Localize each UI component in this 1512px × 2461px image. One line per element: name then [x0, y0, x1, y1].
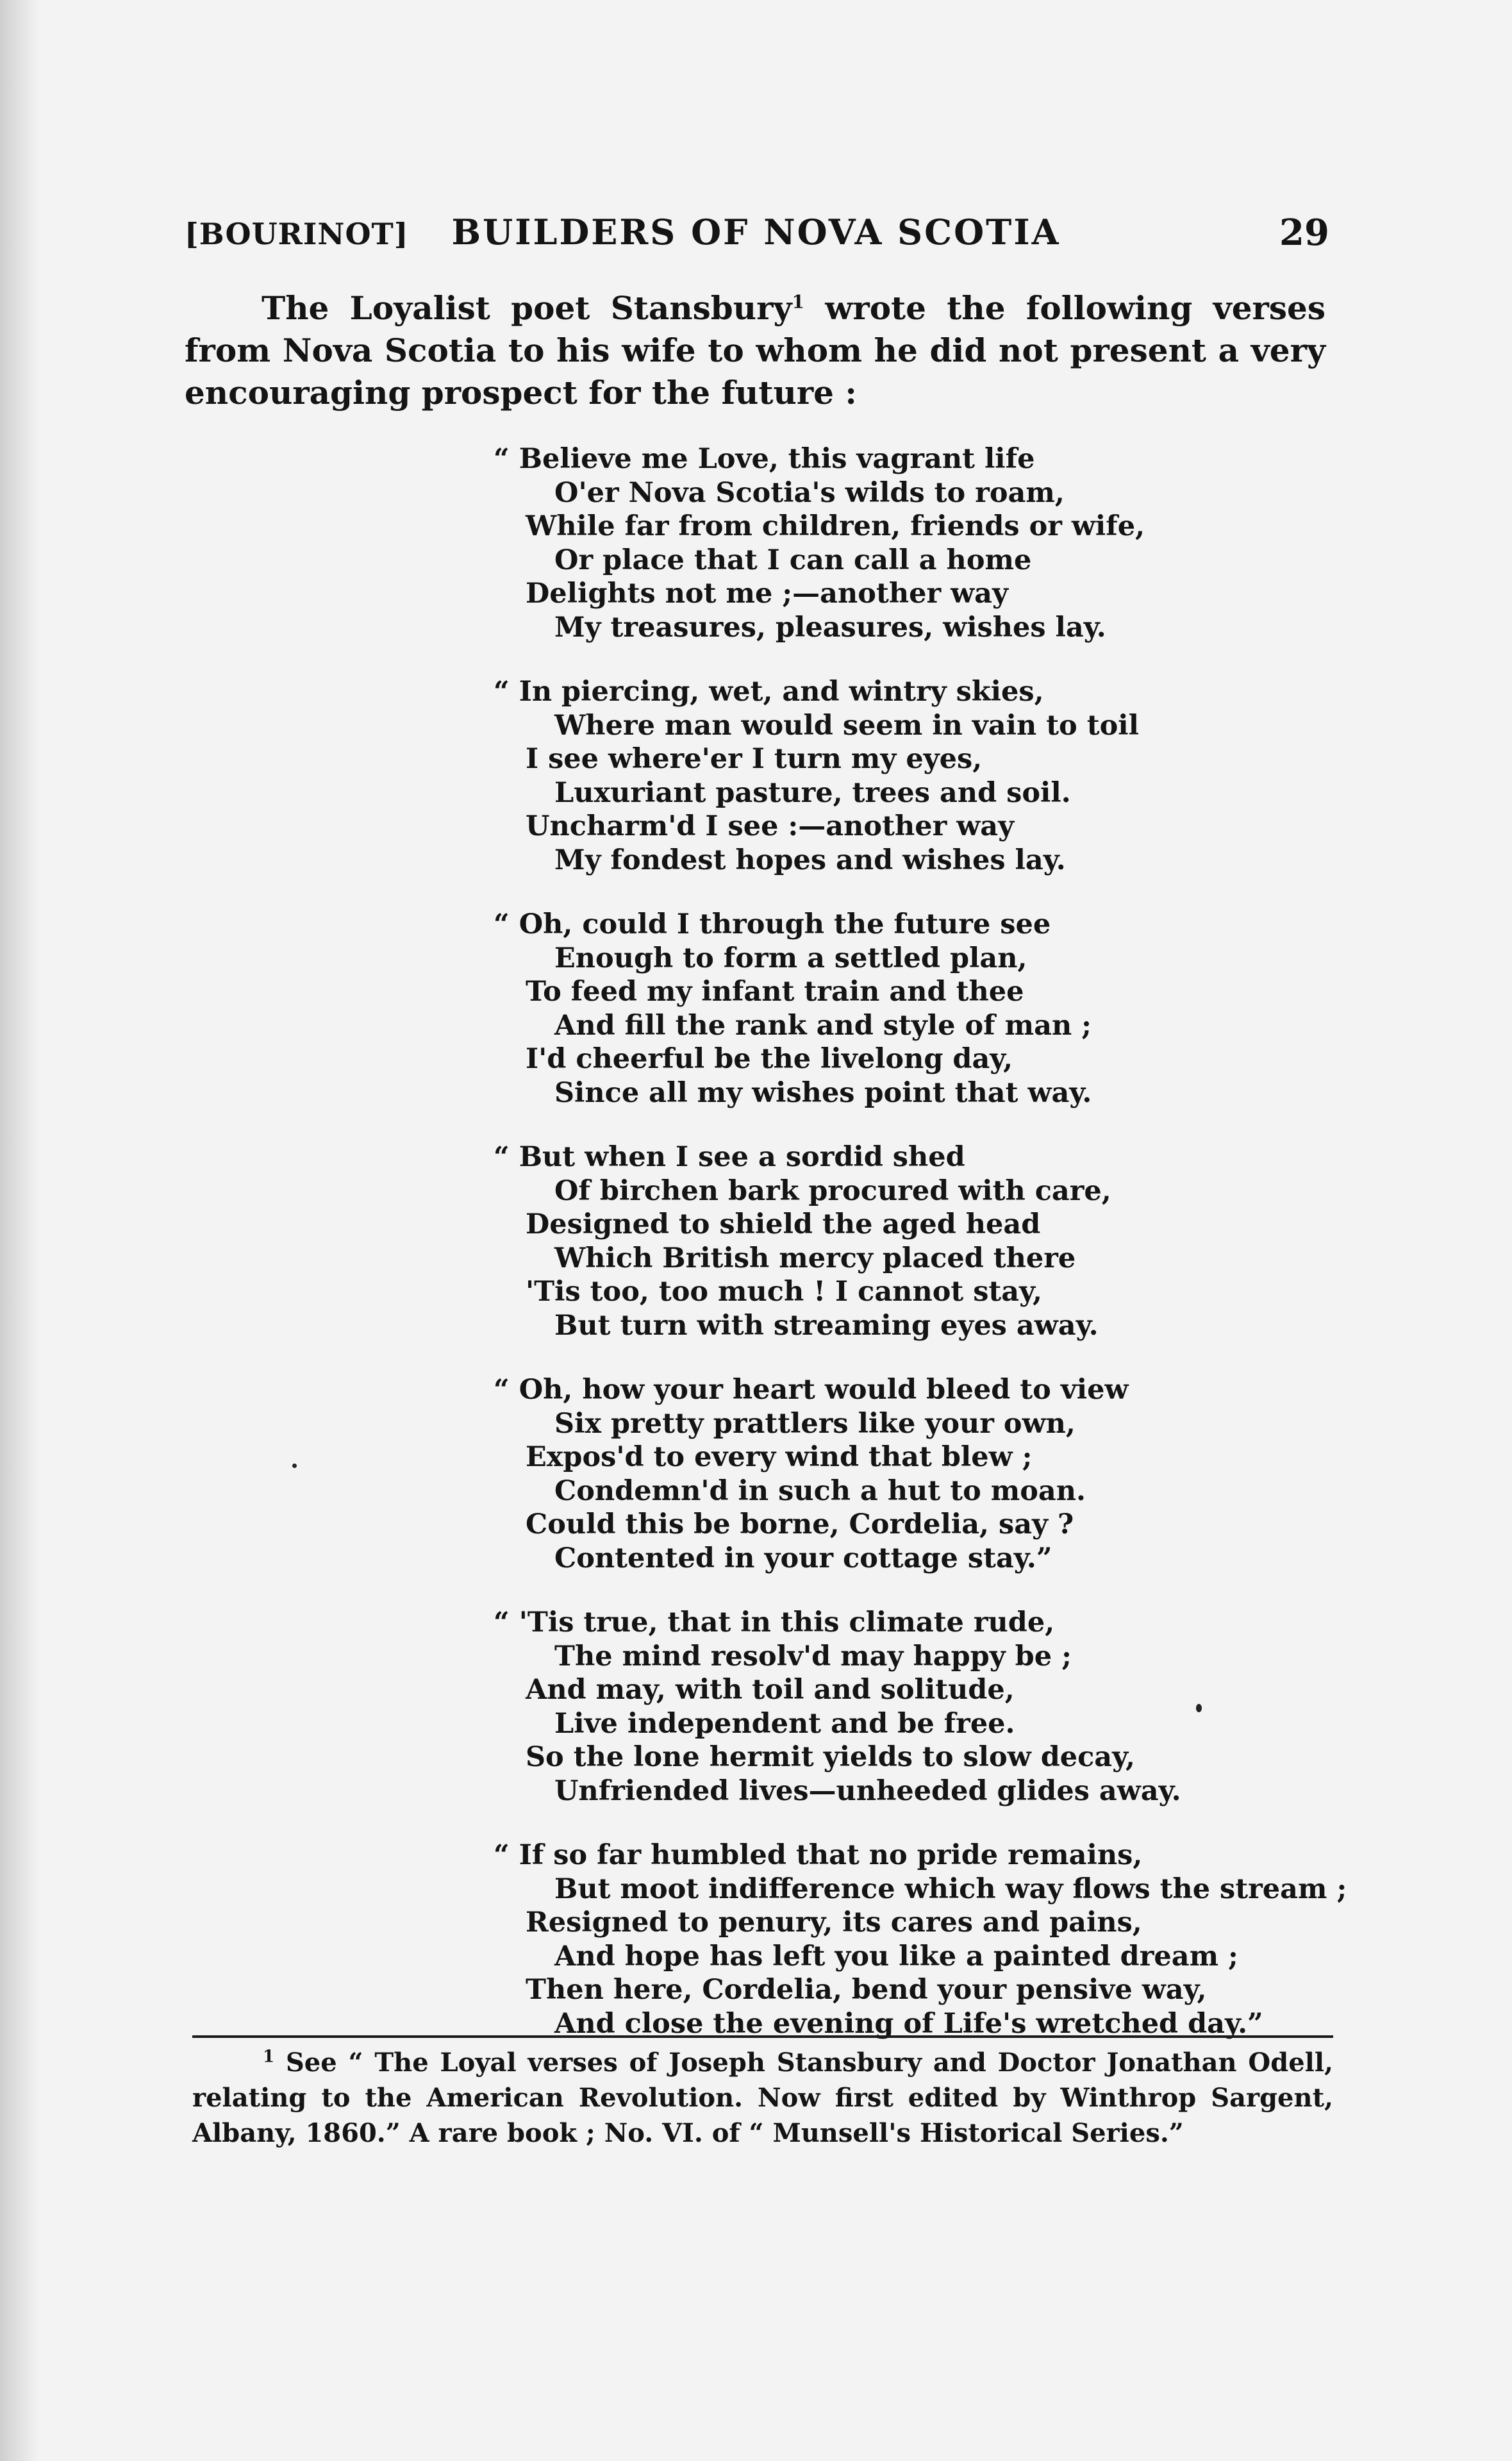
poem-line: Unfriended lives—unheeded glides away.	[554, 1774, 1181, 1807]
intro-paragraph	[185, 287, 1325, 414]
poem-line: “ Believe me Love, this vagrant life	[494, 443, 1035, 475]
poem-line: Expos'd to every wind that blew ;	[526, 1441, 1033, 1473]
poem-line: “ In piercing, wet, and wintry skies,	[494, 676, 1044, 708]
scan-speck	[292, 1464, 297, 1468]
poem-line: While far from children, friends or wife,	[526, 510, 1145, 542]
poem-stanza	[494, 908, 1391, 1110]
poem-line: But turn with streaming eyes away.	[554, 1309, 1099, 1342]
poem-line: 'Tis too, too much ! I cannot stay,	[526, 1276, 1042, 1308]
poem-line: “ But when I see a sordid shed	[494, 1141, 965, 1173]
poem-line: Of birchen bark procured with care,	[554, 1174, 1111, 1207]
poem-stanza	[494, 1140, 1391, 1342]
poem-line: “ If so far humbled that no pride remains,	[494, 1839, 1143, 1871]
poem-line: And hope has left you like a painted dream ;	[554, 1940, 1238, 1973]
poem-line: And fill the rank and style of man ;	[554, 1009, 1092, 1042]
poem-line: Condemn'd in such a hut to moan.	[554, 1474, 1086, 1507]
poem-line: Which British mercy placed there	[554, 1242, 1076, 1274]
header-author: [BOURINOT]	[185, 217, 409, 251]
poem-line: Luxuriant pasture, trees and soil.	[554, 776, 1071, 809]
poem-line: My treasures, pleasures, wishes lay.	[554, 611, 1106, 644]
footnote	[192, 2045, 1333, 2151]
poem-line: But moot indifference which way flows the stream ;	[554, 1873, 1347, 1905]
poem-stanza	[494, 1839, 1391, 2040]
poem-line: And close the evening of Life's wretched day.”	[554, 2007, 1263, 2040]
poem-line: Designed to shield the aged head	[526, 1208, 1041, 1240]
poem-line: I see where'er I turn my eyes,	[526, 743, 983, 775]
page-number: 29	[1279, 212, 1329, 254]
poem-stanza	[494, 675, 1391, 877]
poem-line: Delights not me ;—another way	[526, 578, 1008, 610]
poem-line: Six pretty prattlers like your own,	[554, 1407, 1076, 1440]
footnote-reference: 1	[792, 291, 804, 313]
intro-text-after: wrote the following verses from Nova Scotia to his wife to whom he did not present a very encouraging prospect for the future :	[185, 289, 1325, 412]
poem-line: Since all my wishes point that way.	[554, 1076, 1092, 1109]
poem-line: Where man would seem in vain to toil	[554, 709, 1139, 742]
poem-line: Contented in your cottage stay.”	[554, 1542, 1052, 1574]
poem-line: Uncharm'd I see :—another way	[526, 810, 1015, 842]
footnote-number: 1	[263, 2047, 275, 2067]
header-title: BUILDERS OF NOVA SCOTIA	[451, 212, 1061, 253]
running-header	[0, 212, 1512, 263]
poem-line: O'er Nova Scotia's wilds to roam,	[554, 476, 1065, 509]
footnote-divider	[192, 2035, 1333, 2038]
poem-stanza	[494, 1606, 1391, 1808]
page-edge-shadow	[0, 0, 38, 2461]
poem	[494, 442, 1391, 2071]
poem-line: So the lone hermit yields to slow decay,	[526, 1741, 1135, 1773]
poem-line: “ Oh, could I through the future see	[494, 908, 1051, 940]
scan-speck	[1196, 1704, 1202, 1712]
poem-line: Enough to form a settled plan,	[554, 942, 1027, 974]
poem-line: To feed my infant train and thee	[526, 976, 1024, 1008]
poem-line: Then here, Cordelia, bend your pensive way,	[526, 1974, 1207, 2006]
poem-line: “ Oh, how your heart would bleed to view	[494, 1374, 1129, 1406]
poem-stanza	[494, 442, 1391, 644]
poem-line: I'd cheerful be the livelong day,	[526, 1043, 1013, 1075]
poem-line: And may, with toil and solitude,	[526, 1674, 1015, 1706]
poem-line: Live independent and be free.	[554, 1707, 1015, 1740]
poem-line: Resigned to penury, its cares and pains,	[526, 1906, 1142, 1939]
poem-line: Or place that I can call a home	[554, 544, 1032, 576]
poem-stanza	[494, 1373, 1391, 1575]
poem-line: My fondest hopes and wishes lay.	[554, 844, 1066, 876]
poem-line: The mind resolv'd may happy be ;	[554, 1640, 1072, 1673]
footnote-text: See “ The Loyal verses of Joseph Stansbury and Doctor Jonathan Odell, relating to the American Revolution. Now first edited by Winthrop Sargent, Albany, 1860.” A rare book ; No. VI. of “ Munsell's Historical Series.”	[192, 2048, 1333, 2148]
intro-text-before: The Loyalist poet Stansbury	[262, 289, 792, 327]
poem-line: “ 'Tis true, that in this climate rude,	[494, 1606, 1055, 1639]
poem-line: Could this be borne, Cordelia, say ?	[526, 1508, 1074, 1540]
